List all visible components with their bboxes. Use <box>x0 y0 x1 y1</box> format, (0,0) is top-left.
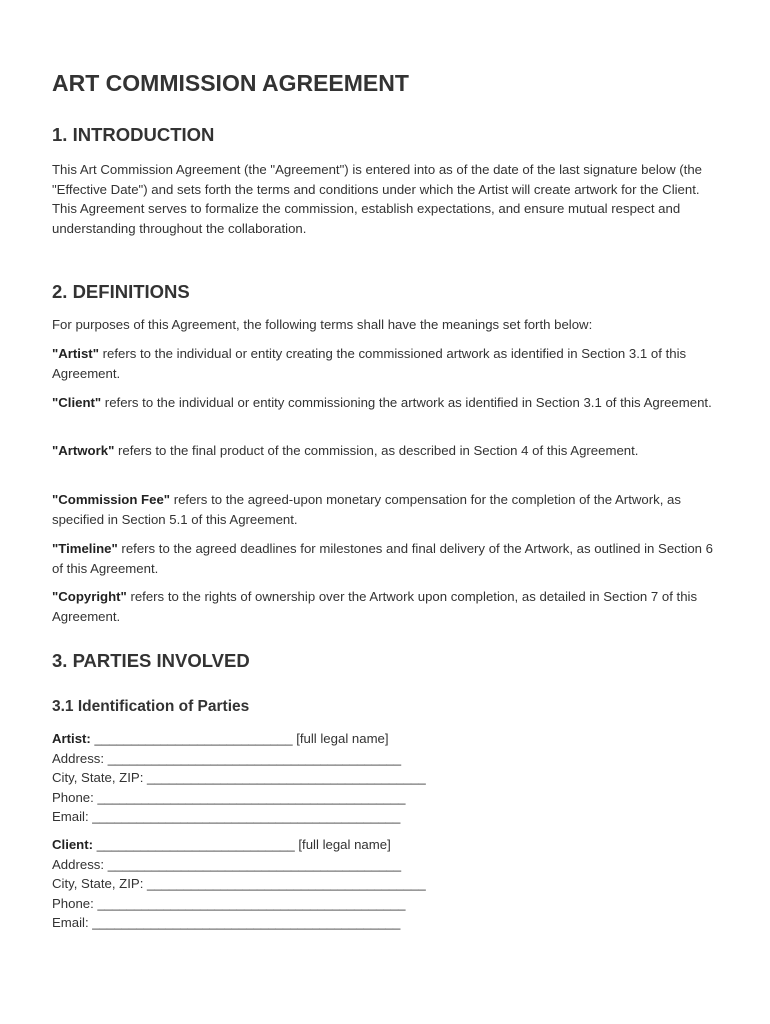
definition-client <box>52 393 724 413</box>
client-city-line[interactable]: City, State, ZIP: ______________________________________ <box>52 876 426 892</box>
artist-phone-line[interactable]: Phone: __________________________________________ <box>52 789 406 805</box>
definition-term: "Timeline" <box>52 541 118 556</box>
section-heading-definitions: 2. DEFINITIONS <box>52 281 190 302</box>
definition-term: "Commission Fee" <box>52 492 171 507</box>
definition-text: refers to the agreed-upon monetary compensation for the completion of the Artwork, as specified in Section 5.1 of this Agreement. <box>52 492 681 527</box>
document-title: ART COMMISSION AGREEMENT <box>52 70 409 96</box>
artist-name-line[interactable] <box>52 729 426 749</box>
definition-artist <box>52 344 724 383</box>
definition-timeline <box>52 539 724 578</box>
artist-email-line[interactable]: Email: __________________________________________ <box>52 809 401 825</box>
subsection-heading-identification: 3.1 Identification of Parties <box>52 698 250 715</box>
client-details-form <box>52 835 426 933</box>
artist-address-line[interactable]: Address: ________________________________________ <box>52 750 402 766</box>
artist-label: Artist: <box>52 731 91 746</box>
definition-copyright <box>52 587 724 626</box>
client-email-line[interactable]: Email: __________________________________________ <box>52 915 401 931</box>
client-name-line[interactable] <box>52 835 426 855</box>
definition-commission-fee <box>52 490 724 529</box>
artist-details-form <box>52 729 426 827</box>
client-name-blank: ___________________________ [full legal name] <box>93 837 391 852</box>
section-heading-parties: 3. PARTIES INVOLVED <box>52 650 250 671</box>
section-heading-introduction: 1. INTRODUCTION <box>52 124 215 145</box>
definition-text: refers to the agreed deadlines for milestones and final delivery of the Artwork, as outlined in Section 6 of this Agreement. <box>52 541 714 576</box>
client-address-line[interactable]: Address: ________________________________________ <box>52 856 402 872</box>
client-label: Client: <box>52 837 94 852</box>
definition-term: "Artist" <box>52 346 99 361</box>
definitions-intro: For purposes of this Agreement, the following terms shall have the meanings set forth below: <box>52 317 593 332</box>
introduction-paragraph: This Art Commission Agreement (the "Agreement") is entered into as of the date of the last signature below (the "Effective Date") and sets forth the terms and conditions under which the Artist will create artwork for the Client. This Agreement serves to formalize the commission, establish expectations, and ensure mutual respect and understanding throughout the collaboration. <box>52 162 703 236</box>
client-phone-line[interactable]: Phone: __________________________________________ <box>52 895 406 911</box>
definition-term: "Client" <box>52 395 102 410</box>
definition-artwork <box>52 441 724 461</box>
definition-term: "Artwork" <box>52 443 115 458</box>
definition-term: "Copyright" <box>52 589 127 604</box>
definition-text: refers to the final product of the commission, as described in Section 4 of this Agreement. <box>114 443 639 458</box>
definition-text: refers to the individual or entity creating the commissioned artwork as identified in Section 3.1 of this Agreement. <box>52 346 687 381</box>
definition-text: refers to the individual or entity commissioning the artwork as identified in Section 3.1 of this Agreement. <box>101 395 712 410</box>
artist-name-blank: ___________________________ [full legal name] <box>90 731 389 746</box>
artist-city-line[interactable]: City, State, ZIP: ______________________________________ <box>52 770 426 786</box>
definition-text: refers to the rights of ownership over the Artwork upon completion, as detailed in Section 7 of this Agreement. <box>52 589 698 624</box>
